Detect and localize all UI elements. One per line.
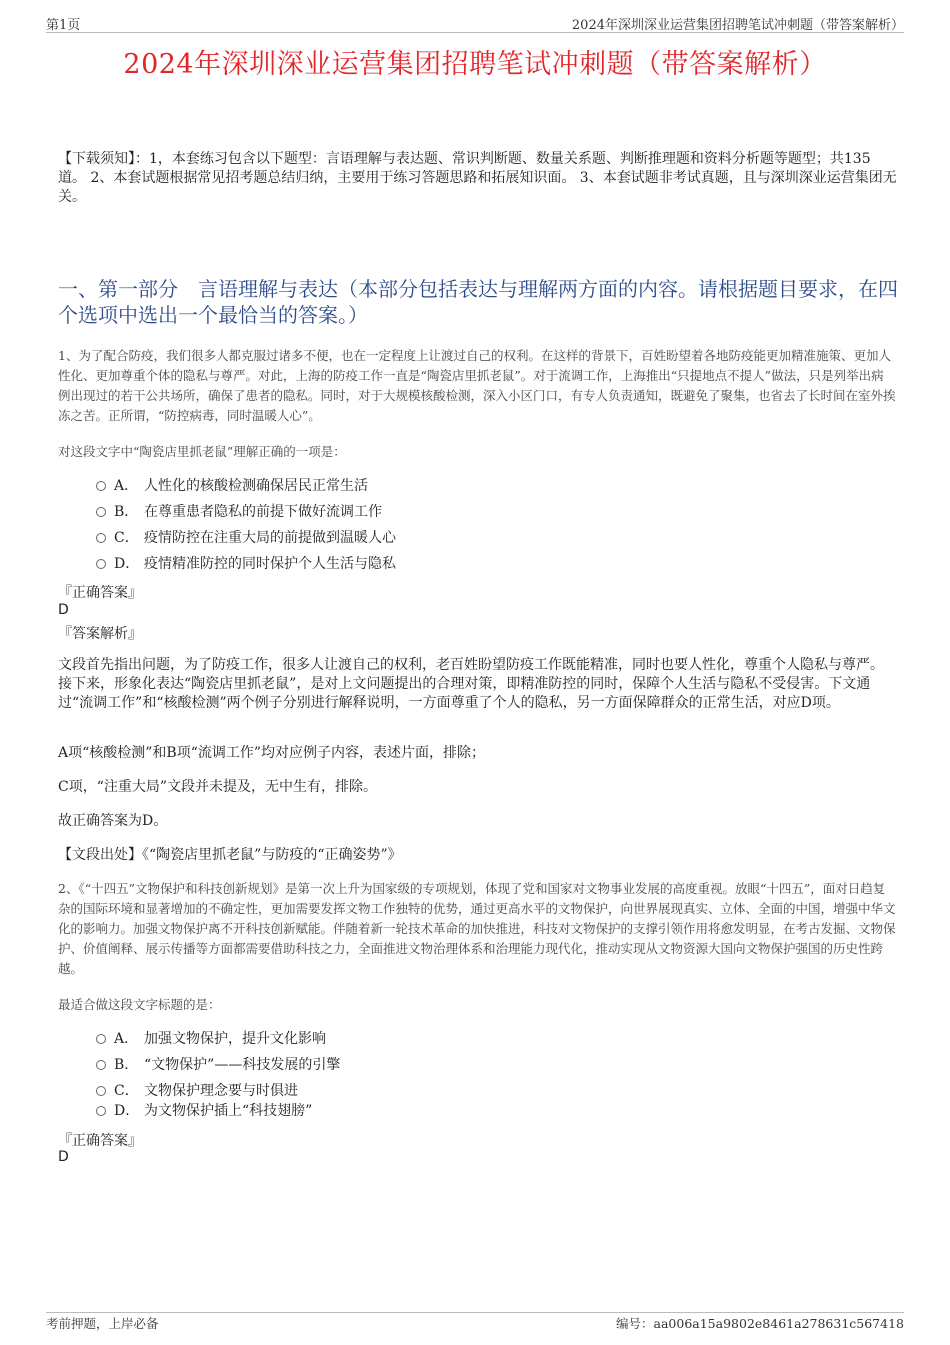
q1-analysis-label: 『答案解析』 <box>58 626 142 642</box>
question-2-text: 2、《“十四五”文物保护和科技创新规划》是第一次上升为国家级的专项规划，体现了党和国家对文物事业发展的高度重视。放眼“十四五”，面对日趋复杂的国际环境和显著增加的不确定性，更加需要发挥文物工作独特的优势，通过更高水平的文物保护，向世界展现真实、立体、全面的中国，增强中华文化的影响力。加强文物保护离不开科技创新赋能。伴随着新一轮技术革命的加快推进，科技对文物保护的支撑引领作用将愈发明显，在考古发掘、文物保护、价值阐释、展示传播等方面都需要借助科技之力，全面推进文物治理体系和治理能力现代化，推动实现从文物资源大国向文物保护强国的历史性跨越。 <box>58 881 896 976</box>
q2-option-a[interactable]: A． 加强文物保护，提升文化影响 <box>96 1029 326 1049</box>
question-1-prompt: 对这段文字中“陶瓷店里抓老鼠”理解正确的一项是： <box>58 444 346 459</box>
footer-code: 编号：aa006a15a9802e8461a278631c567418 <box>616 1316 904 1331</box>
q1-analysis-option-c: C项，“注重大局”文段并未提及，无中生有，排除。 <box>58 779 378 795</box>
radio-icon[interactable] <box>96 507 106 517</box>
document-title: 2024年深圳深业运营集团招聘笔试冲刺题（带答案解析） <box>123 49 827 80</box>
q2-answer-label: 『正确答案』 <box>58 1133 142 1149</box>
footer-slogan: 考前押题，上岸必备 <box>46 1316 159 1331</box>
download-notice: 【下载须知】：1，本套练习包含以下题型：言语理解与表达题、常识判断题、数量关系题、判断推理题和资料分析题等题型；共135道。 2、本套试题根据常见招考题总结归纳，主要用于练习答题思路和拓展知识面。 3、本套试题非考试真题，且与深圳深业运营集团无关。 <box>58 151 897 205</box>
page-header <box>46 12 904 33</box>
q1-option-c[interactable]: C． 疫情防控在注重大局的前提做到温暖人心 <box>96 528 396 548</box>
radio-icon[interactable] <box>96 1106 106 1116</box>
radio-icon[interactable] <box>96 1086 106 1096</box>
header-doc-title: 2024年深圳深业运营集团招聘笔试冲刺题（带答案解析） <box>571 18 904 33</box>
q1-option-b[interactable]: B． 在尊重患者隐私的前提下做好流调工作 <box>96 502 382 522</box>
page-number: 第1页 <box>46 18 81 33</box>
q1-analysis-source: 【文段出处】《“陶瓷店里抓老鼠”与防疫的“正确姿势”》 <box>58 847 402 863</box>
radio-icon[interactable] <box>96 559 106 569</box>
q1-analysis-conclusion: 故正确答案为D。 <box>58 813 168 829</box>
q2-option-c[interactable]: C． 文物保护理念要与时俱进 <box>96 1081 298 1101</box>
q2-option-d[interactable]: D． 为文物保护插上“科技翅膀” <box>96 1101 312 1121</box>
radio-icon[interactable] <box>96 533 106 543</box>
question-1-text: 1、为了配合防疫，我们很多人都克服过诸多不便，也在一定程度上让渡过自己的权利。在这样的背景下，百姓盼望着各地防疫能更加精准施策、更加人性化、更加尊重个体的隐私与尊严。对此，上海的防疫工作一直是“陶瓷店里抓老鼠”。对于流调工作，上海推出“只提地点不提人”做法，只是列举出病例出现过的若干公共场所，确保了患者的隐私。同时，对于大规模核酸检测，深入小区门口，有专人负责通知，既避免了聚集，也省去了长时间在室外挨冻之苦。正所谓，“防控病毒，同时温暖人心”。 <box>58 348 896 423</box>
page-footer <box>46 1312 904 1331</box>
q1-answer-label: 『正确答案』 <box>58 585 142 601</box>
q2-option-b[interactable]: B． “文物保护”——科技发展的引擎 <box>96 1055 340 1075</box>
q1-option-d[interactable]: D． 疫情精准防控的同时保护个人生活与隐私 <box>96 554 396 574</box>
section-heading: 一、第一部分 言语理解与表达（本部分包括表达与理解两方面的内容。请根据题目要求，在四个选项中选出一个最恰当的答案。） <box>58 277 898 327</box>
q1-analysis-option-ab: A项“核酸检测”和B项“流调工作”均对应例子内容，表述片面，排除； <box>58 745 486 761</box>
q2-answer: D <box>58 1149 69 1165</box>
question-2-prompt: 最适合做这段文字标题的是： <box>58 997 221 1012</box>
radio-icon[interactable] <box>96 1034 106 1044</box>
radio-icon[interactable] <box>96 481 106 491</box>
q1-answer: D <box>58 602 69 618</box>
q1-analysis-paragraph: 文段首先指出问题，为了防疫工作，很多人让渡自己的权利，老百姓盼望防疫工作既能精准，同时也要人性化，尊重个人隐私与尊严。接下来，形象化表达“陶瓷店里抓老鼠”，是对上文问题提出的合理对策，即精准防控的同时，保障个人生活与隐私不受侵害。下文通过“流调工作”和“核酸检测”两个例子分别进行解释说明，一方面尊重了个人的隐私，另一方面保障群众的正常生活，对应D项。 <box>58 657 884 711</box>
radio-icon[interactable] <box>96 1060 106 1070</box>
q1-option-a[interactable]: A． 人性化的核酸检测确保居民正常生活 <box>96 476 368 496</box>
